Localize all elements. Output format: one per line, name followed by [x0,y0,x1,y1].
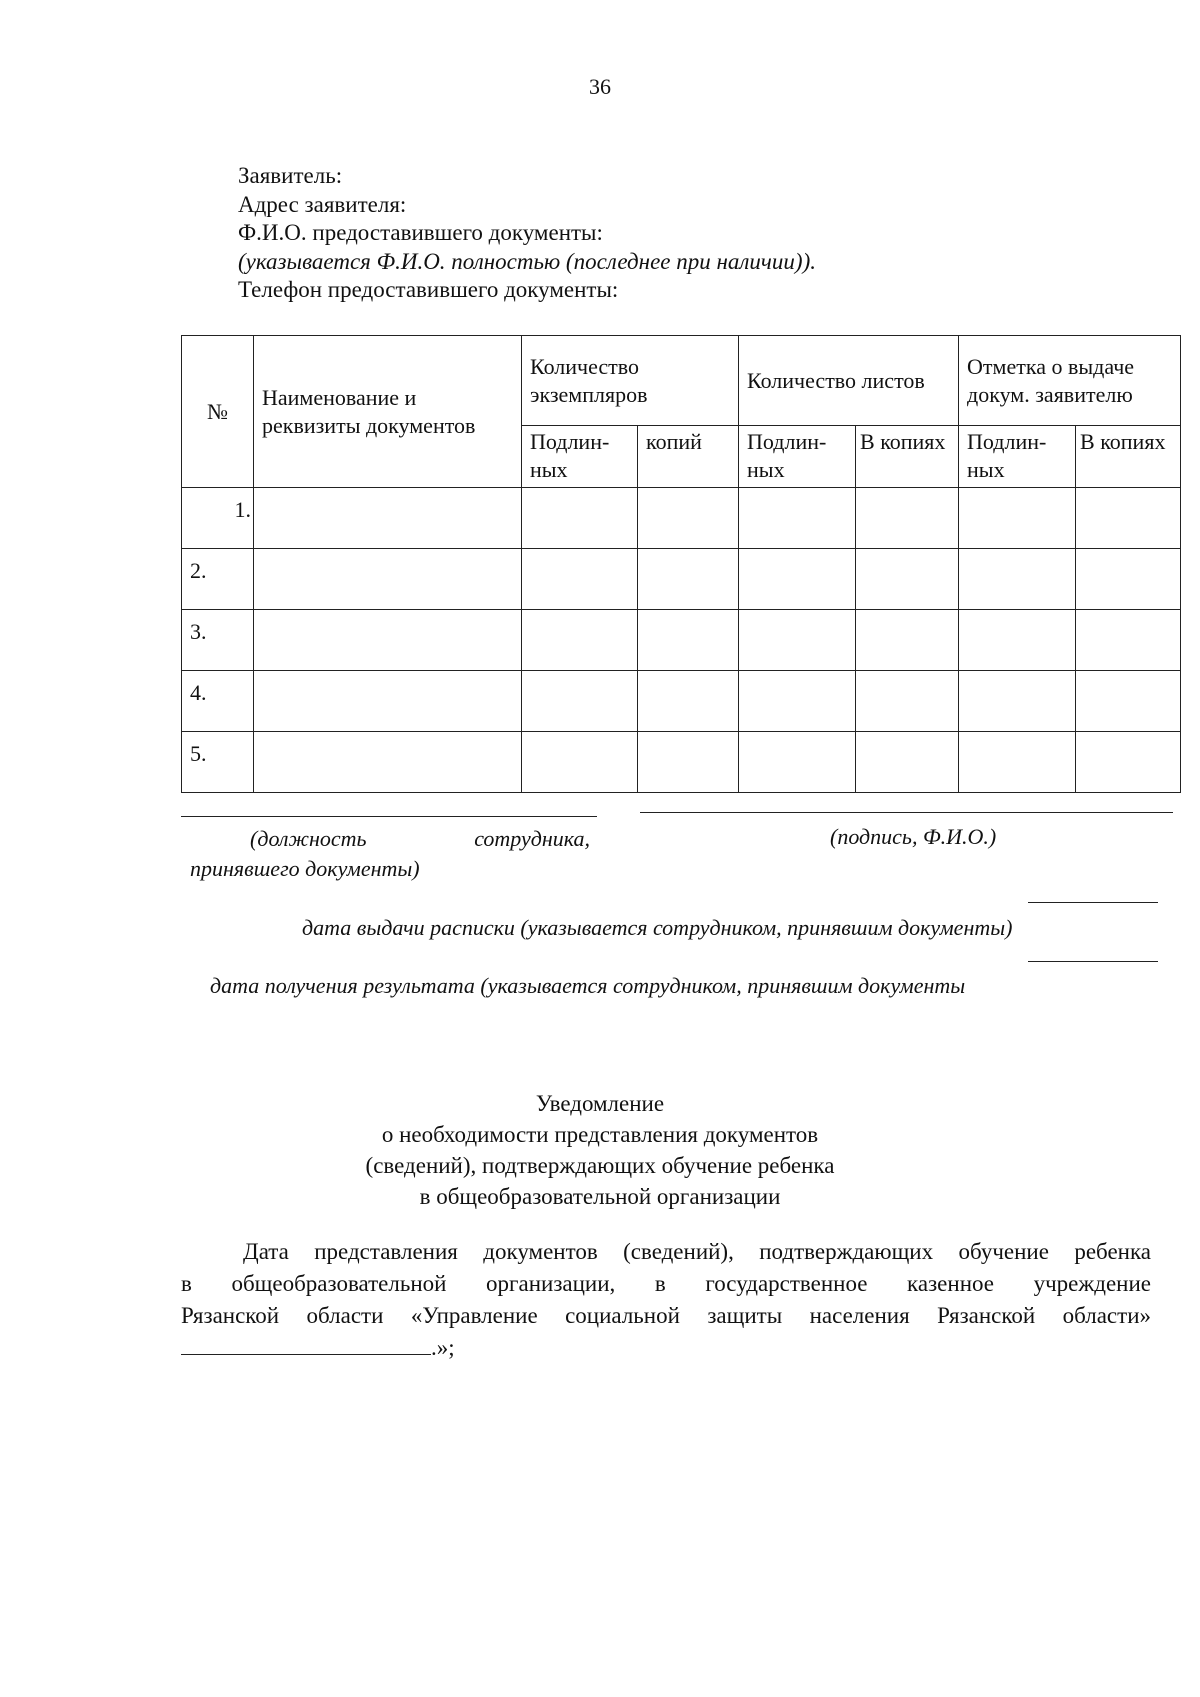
signature-line [640,812,1173,813]
position-caption-word2: сотрудника, [474,826,590,851]
applicant-block [238,162,816,305]
table-cell [739,488,856,549]
notice-heading [0,1088,1200,1212]
table-cell [959,488,1076,549]
header-originals: Подлин-ных [522,426,638,488]
notice-line-3: (сведений), подтверждающих обучение ребенка [365,1153,835,1178]
table-cell [739,549,856,610]
header-document-name: Наименование и реквизиты документов [254,336,522,488]
table-cell [856,671,959,732]
table-cell [254,610,522,671]
result-date-line [1028,961,1158,962]
table-cell [856,488,959,549]
date-blank-line [181,1332,431,1355]
phone-label: Телефон предоставившего документы: [238,277,619,302]
issue-date-line [1028,902,1158,903]
table-cell [638,671,739,732]
position-signature-line [181,816,597,817]
table-cell [1076,671,1181,732]
table-cell [522,549,638,610]
header-copies-quantity: Количество экземпляров [522,336,739,426]
table-cell [1076,488,1181,549]
header-copies: копий [638,426,739,488]
table-cell [959,549,1076,610]
position-caption-line2: принявшего документы) [190,856,420,881]
table-cell [254,488,522,549]
applicant-label: Заявитель: [238,163,343,188]
table-cell [959,732,1076,793]
issue-date-caption: дата выдачи расписки (указывается сотрудником, принявшим документы) [302,915,1013,940]
table-cell [856,732,959,793]
table-cell [739,732,856,793]
documents-table [181,335,1181,793]
row-number: 1. [182,488,254,549]
table-cell [638,732,739,793]
fio-label: Ф.И.О. предоставившего документы: [238,220,603,245]
paragraph-line-3: Рязанской области «Управление социальной защиты населения Рязанской области» [181,1303,1151,1328]
header-issue-in-copies: В копиях [1076,426,1181,488]
position-caption [190,824,590,884]
result-date-caption: дата получения результата (указывается сотрудником, принявшим документы [210,973,966,998]
table-cell [856,549,959,610]
header-number: № [182,336,254,488]
table-cell [522,610,638,671]
row-number: 4. [182,671,254,732]
table-row [182,488,1181,549]
header-sheets-quantity: Количество листов [739,336,959,426]
table-cell [739,610,856,671]
row-number: 2. [182,549,254,610]
paragraph-line-4 [181,1332,1151,1364]
table-cell [739,671,856,732]
notice-title: Уведомление [535,1091,665,1116]
table-cell [959,671,1076,732]
header-sheets-originals: Подлин-ных [739,426,856,488]
table-cell [254,671,522,732]
table-cell [959,610,1076,671]
paragraph-ending: .»; [431,1335,455,1360]
address-label: Адрес заявителя: [238,191,407,217]
notice-line-2: о необходимости представления документов [381,1122,819,1147]
header-issue-mark: Отметка о выдаче докум. заявителю [959,336,1181,426]
table-row [182,610,1181,671]
fio-hint: (указывается Ф.И.О. полностью (последнее при наличии)). [238,248,816,274]
table-cell [638,549,739,610]
table-cell [856,610,959,671]
table-cell [638,610,739,671]
table-row [182,671,1181,732]
table-row [182,732,1181,793]
paragraph-line-2: в общеобразовательной организации, в государственное казенное учреждение [181,1271,1151,1296]
row-number: 3. [182,610,254,671]
position-caption-word1: (должность [250,826,367,851]
paragraph-line-1: Дата представления документов (сведений), подтверждающих обучение ребенка [243,1239,1151,1264]
table-cell [254,549,522,610]
table-cell [1076,732,1181,793]
table-cell [522,671,638,732]
table-cell [522,488,638,549]
header-sheets-in-copies: В копиях [856,426,959,488]
table-cell [522,732,638,793]
table-cell [1076,610,1181,671]
table-cell [254,732,522,793]
header-issue-originals: Подлин-ных [959,426,1076,488]
notice-line-4: в общеобразовательной организации [419,1184,781,1209]
table-cell [638,488,739,549]
row-number: 5. [182,732,254,793]
table-cell [1076,549,1181,610]
table-row [182,549,1181,610]
page-number: 36 [589,74,611,99]
signature-caption: (подпись, Ф.И.О.) [830,824,997,849]
notice-paragraph [181,1236,1151,1364]
